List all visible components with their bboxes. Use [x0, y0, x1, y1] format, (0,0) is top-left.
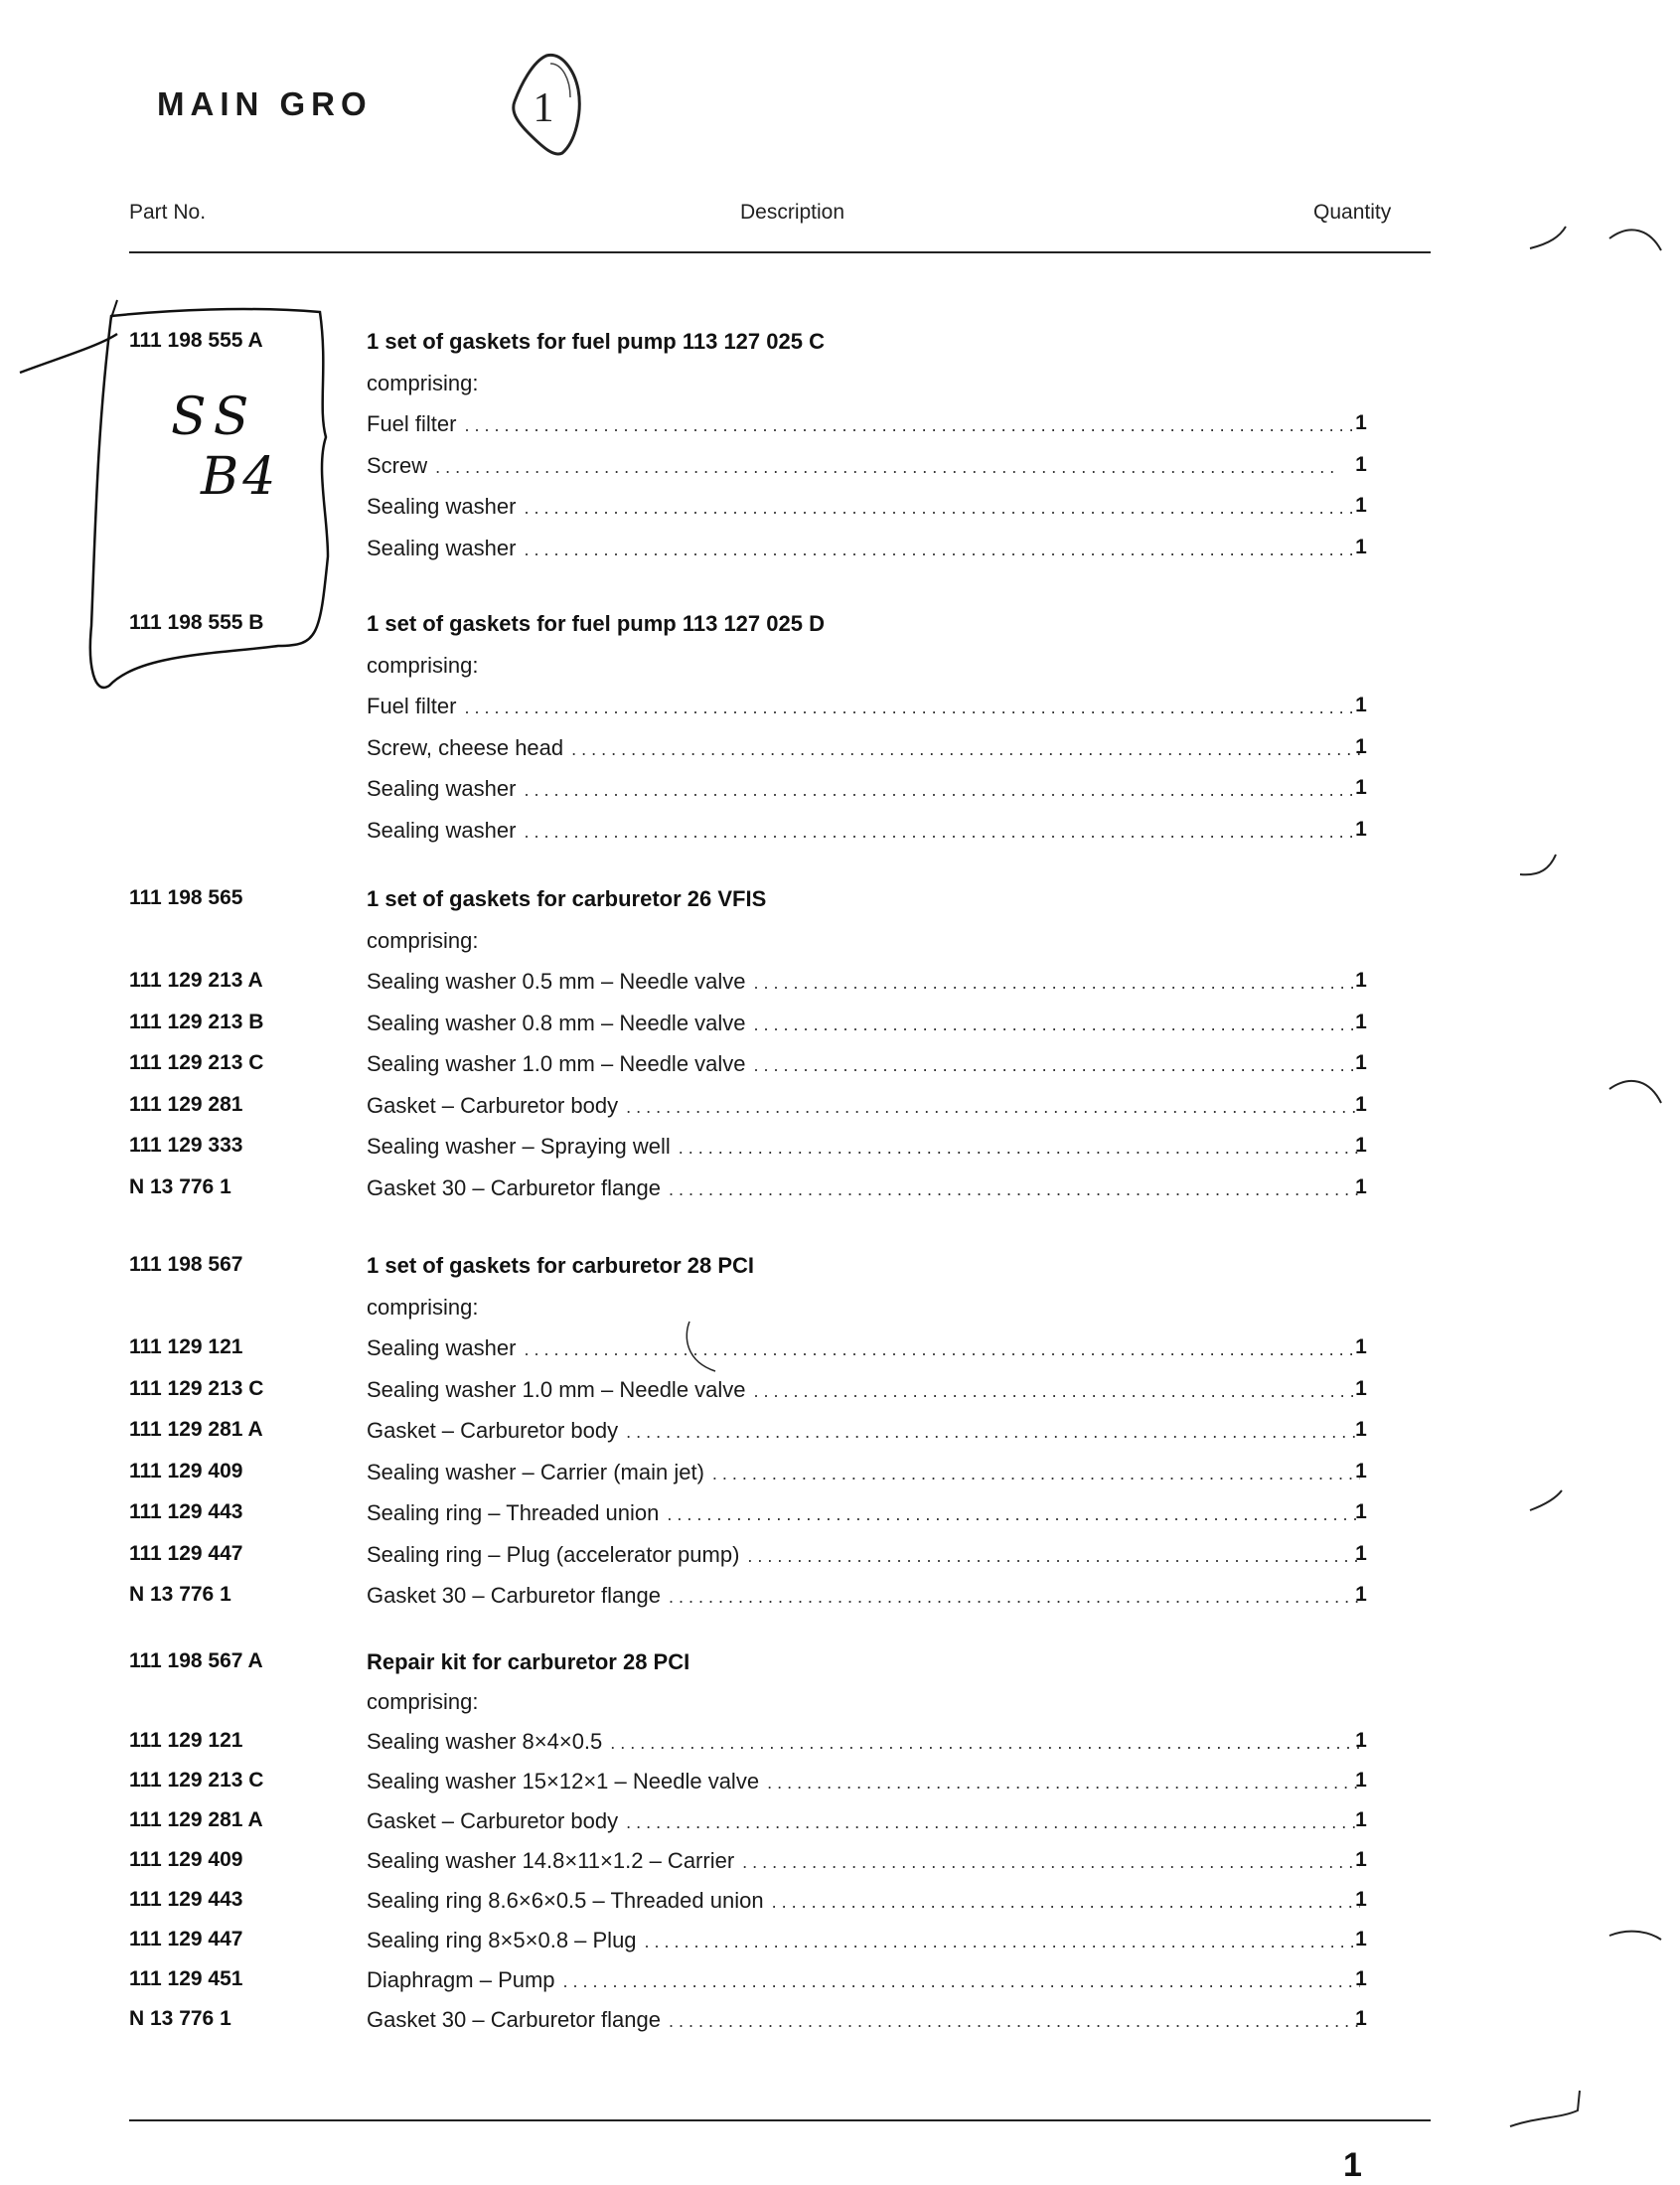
group-part-no: 111 198 555 A	[129, 329, 263, 352]
item-quantity: 1	[1355, 817, 1367, 841]
item-quantity: 1	[1355, 1010, 1367, 1033]
item-part-no: 111 129 409	[129, 1848, 243, 1871]
item-quantity: 1	[1355, 1500, 1367, 1523]
group-number-label: 1	[533, 85, 554, 131]
comprising-label: comprising:	[367, 1294, 479, 1320]
item-part-no: 111 129 281	[129, 1092, 243, 1116]
group-title: 1 set of gaskets for carburetor 26 VFIS	[367, 886, 767, 911]
item-part-no: 111 129 443	[129, 1888, 243, 1911]
item-description: Sealing washer – Spraying well	[367, 1134, 671, 1159]
item-quantity: 1	[1355, 1541, 1367, 1565]
item-part-no: 111 129 213 C	[129, 1769, 264, 1792]
item-description: Fuel filter	[367, 411, 457, 436]
item-quantity: 1	[1355, 969, 1367, 992]
item-description: Sealing washer	[367, 817, 517, 843]
column-header-quantity: Quantity	[1313, 201, 1392, 224]
item-quantity: 1	[1355, 1729, 1367, 1752]
item-description: Screw, cheese head	[367, 734, 564, 760]
item-part-no: 111 129 213 A	[129, 969, 263, 992]
group-title: 1 set of gaskets for carburetor 28 PCI	[367, 1253, 755, 1278]
item-quantity: 1	[1355, 1335, 1367, 1358]
item-quantity: 1	[1355, 411, 1367, 434]
group-part-no: 111 198 565	[129, 886, 243, 909]
item-description: Sealing ring 8×5×0.8 – Plug	[367, 1928, 637, 1952]
item-description: Gasket – Carburetor body	[367, 1808, 619, 1833]
item-quantity: 1	[1355, 1888, 1367, 1911]
item-part-no: 111 129 281 A	[129, 1418, 263, 1441]
comprising-label: comprising:	[367, 927, 479, 953]
item-quantity: 1	[1355, 2007, 1367, 2030]
item-part-no: N 13 776 1	[129, 1174, 231, 1198]
item-quantity: 1	[1355, 1967, 1367, 1990]
item-description: Diaphragm – Pump	[367, 1967, 555, 1992]
item-description: Sealing ring 8.6×6×0.5 – Threaded union	[367, 1888, 764, 1913]
item-quantity: 1	[1355, 535, 1367, 558]
handwritten-note-line1: SS	[171, 388, 257, 447]
handwritten-note-line2: B4	[201, 447, 280, 507]
item-part-no: 111 129 333	[129, 1134, 243, 1157]
item-description: Sealing washer – Carrier (main jet)	[367, 1459, 704, 1484]
item-part-no: 111 129 447	[129, 1928, 243, 1951]
item-description: Sealing washer 0.8 mm – Needle valve	[367, 1010, 746, 1035]
item-quantity: 1	[1355, 494, 1367, 517]
item-quantity: 1	[1355, 1769, 1367, 1792]
item-description: Gasket – Carburetor body	[367, 1092, 619, 1118]
item-part-no: 111 129 451	[129, 1967, 243, 1990]
item-description: Sealing washer	[367, 776, 517, 801]
item-description: Fuel filter	[367, 694, 457, 718]
item-part-no: 111 129 121	[129, 1335, 243, 1358]
item-part-no: 111 129 443	[129, 1500, 243, 1523]
item-quantity: 1	[1355, 1808, 1367, 1831]
item-quantity: 1	[1355, 1583, 1367, 1606]
item-part-no: 111 129 281 A	[129, 1808, 263, 1831]
item-part-no: 111 129 213 C	[129, 1376, 264, 1400]
item-quantity: 1	[1355, 776, 1367, 799]
item-part-no: 111 129 213 B	[129, 1010, 264, 1033]
item-part-no: 111 129 213 C	[129, 1051, 264, 1074]
item-description: Sealing washer	[367, 494, 517, 519]
item-quantity: 1	[1355, 1174, 1367, 1198]
group-part-no: 111 198 567 A	[129, 1649, 263, 1672]
item-quantity: 1	[1355, 734, 1367, 758]
item-part-no: 111 129 409	[129, 1459, 243, 1483]
item-description: Sealing washer 15×12×1 – Needle valve	[367, 1769, 760, 1794]
item-quantity: 1	[1355, 1418, 1367, 1441]
group-part-no: 111 198 567	[129, 1253, 243, 1276]
item-quantity: 1	[1355, 1134, 1367, 1157]
item-quantity: 1	[1355, 694, 1367, 716]
item-description: Gasket 30 – Carburetor flange	[367, 2007, 661, 2032]
item-quantity: 1	[1355, 452, 1367, 476]
item-description: Sealing washer 1.0 mm – Needle valve	[367, 1376, 746, 1402]
main-group-heading: MAIN GRO	[157, 85, 373, 122]
item-part-no: N 13 776 1	[129, 1583, 231, 1606]
item-quantity: 1	[1355, 1928, 1367, 1951]
group-title: Repair kit for carburetor 28 PCI	[367, 1649, 690, 1674]
item-description: Sealing washer 8×4×0.5	[367, 1729, 603, 1754]
item-part-no: N 13 776 1	[129, 2007, 231, 2030]
item-description: Sealing washer	[367, 1335, 517, 1360]
comprising-label: comprising:	[367, 370, 479, 395]
item-part-no: 111 129 121	[129, 1729, 243, 1752]
column-header-description: Description	[740, 201, 845, 224]
page-number: 1	[1343, 2146, 1362, 2184]
item-description: Sealing ring – Threaded union	[367, 1500, 660, 1525]
comprising-label: comprising:	[367, 1689, 479, 1714]
item-description: Sealing washer	[367, 535, 517, 560]
item-quantity: 1	[1355, 1051, 1367, 1074]
item-quantity: 1	[1355, 1092, 1367, 1116]
item-description: Sealing washer 0.5 mm – Needle valve	[367, 969, 746, 994]
item-description: Gasket 30 – Carburetor flange	[367, 1174, 661, 1200]
item-description: Gasket 30 – Carburetor flange	[367, 1583, 661, 1608]
item-description: Sealing washer 14.8×11×1.2 – Carrier	[367, 1848, 735, 1873]
group-title: 1 set of gaskets for fuel pump 113 127 025 D	[367, 611, 825, 636]
comprising-label: comprising:	[367, 652, 479, 678]
item-part-no: 111 129 447	[129, 1541, 243, 1565]
item-description: Sealing washer 1.0 mm – Needle valve	[367, 1051, 746, 1076]
column-header-part-no: Part No.	[129, 201, 207, 224]
item-description: Screw	[367, 452, 428, 478]
item-quantity: 1	[1355, 1459, 1367, 1483]
item-quantity: 1	[1355, 1848, 1367, 1871]
item-description: Gasket – Carburetor body	[367, 1418, 619, 1443]
group-part-no: 111 198 555 B	[129, 611, 264, 634]
item-description: Sealing ring – Plug (accelerator pump)	[367, 1541, 740, 1567]
item-quantity: 1	[1355, 1376, 1367, 1400]
group-title: 1 set of gaskets for fuel pump 113 127 025 C	[367, 329, 825, 354]
